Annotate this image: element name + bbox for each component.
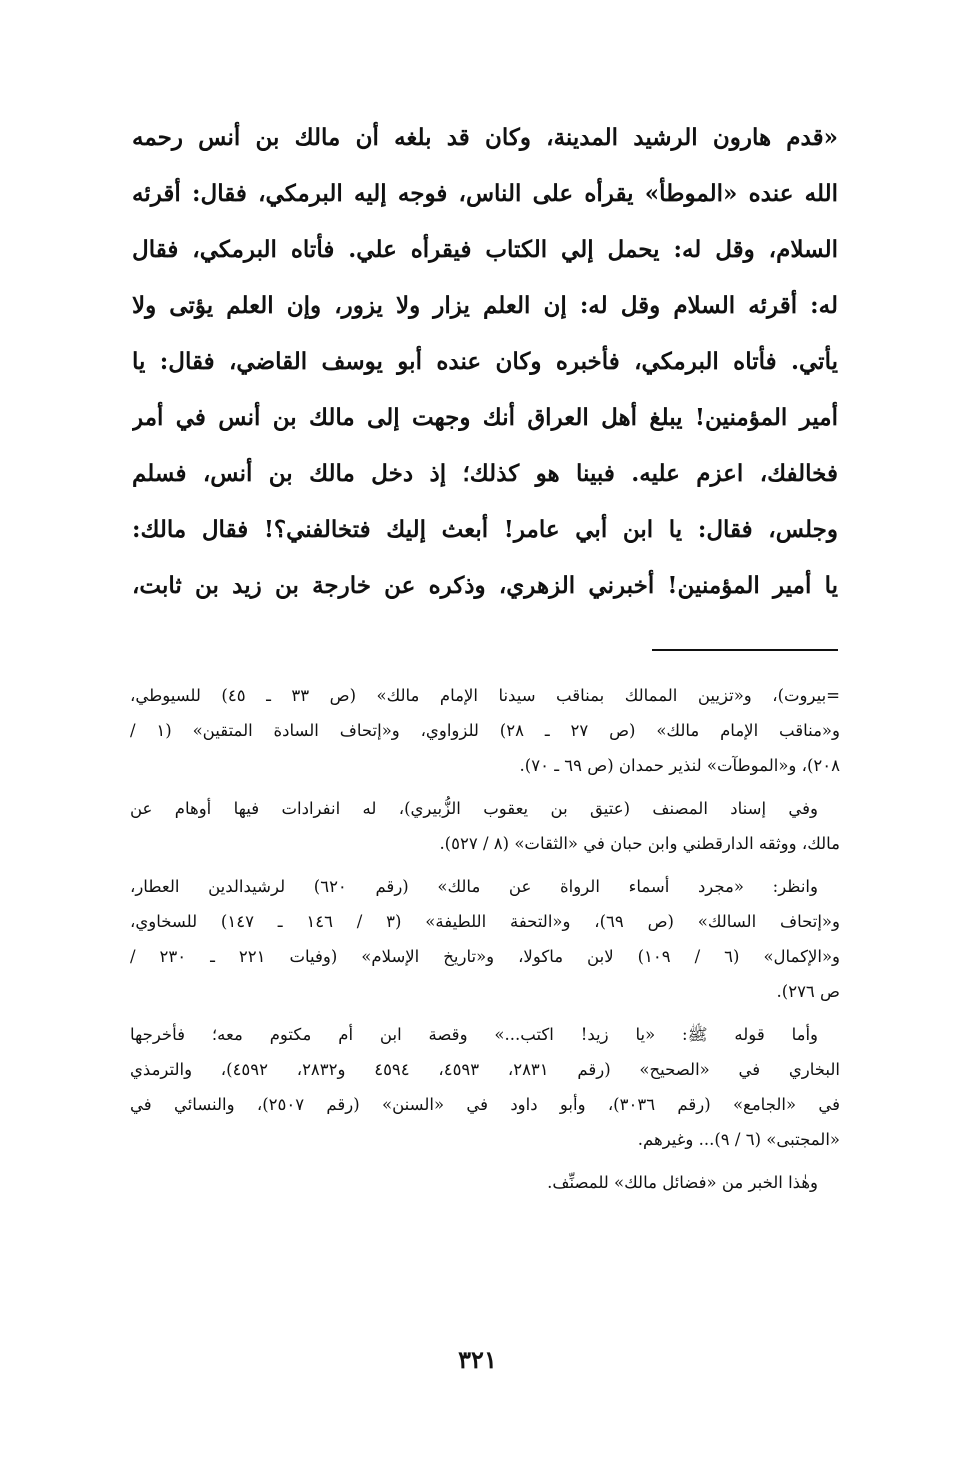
footnote-separator bbox=[652, 649, 838, 651]
footnote-line: و«الإكمال» (٦ / ١٠٩) لابن ماكولا، و«تاريخ الإسلام» (وفيات ٢٢١ ـ ٢٣٠ / bbox=[130, 947, 840, 966]
main-text-line: وجلس، فقال: يا ابن أبي عامر! أبعث إليك فتخالفني؟! فقال مالك: bbox=[132, 516, 838, 543]
footnote-line: و«إتحاف السالك» (ص ٦٩)، و«التحفة اللطيفة» (٣ / ١٤٦ ـ ١٤٧) للسخاوي، bbox=[130, 912, 840, 931]
footnote-line: =بيروت)، و«تزيين الممالك بمناقب سيدنا الإمام مالك» (ص ٣٣ ـ ٤٥) للسيوطي، bbox=[130, 686, 840, 705]
page-number: ٣٢١ bbox=[458, 1345, 497, 1374]
footnote-paragraph bbox=[130, 869, 840, 1009]
footnote-line: البخاري في «الصحيح» (رقم ٢٨٣١، ٤٥٩٣، ٤٥٩٤ و٢٨٣٢، ٤٥٩٢)، والترمذي bbox=[130, 1060, 840, 1079]
main-text-line: أمير المؤمنين! يبلغ أهل العراق أنك وجهت إلى مالك بن أنس في أمر bbox=[132, 404, 838, 431]
footnote-line: وفي إسناد المصنف (عتيق بن يعقوب الزُّبيري)، له انفرادات فيها أوهام عن bbox=[130, 799, 818, 818]
main-text-line: «قدم هارون الرشيد المدينة، وكان قد بلغه أن مالك بن أنس رحمه bbox=[132, 124, 838, 151]
footnote-line: وأما قوله ﷺ: «يا زيد! اكتب...» وقصة ابن أم مكتوم معه؛ فأخرجها bbox=[130, 1025, 818, 1044]
footnote-line: و«مناقب الإمام مالك» (ص ٢٧ ـ ٢٨) للزواوي، و«إتحاف السادة المتقين» (١ / bbox=[130, 721, 840, 740]
main-text-line: يأتي. فأتاه البرمكي، فأخبره وكان عنده أبو يوسف القاضي، فقال: يا bbox=[132, 348, 838, 375]
footnote-line: «المجتبى» (٦ / ٩)... وغيرهم. bbox=[637, 1130, 840, 1149]
main-text-line: السلام، وقل له: يحمل إلي الكتاب فيقرأه علي. فأتاه البرمكي، فقال bbox=[132, 236, 838, 263]
footnotes bbox=[130, 678, 840, 1208]
footnote-paragraph bbox=[130, 1165, 840, 1200]
main-text-line: يا أمير المؤمنين! أخبرني الزهري، وذكره عن خارجة بن زيد بن ثابت، bbox=[132, 572, 838, 599]
main-text-line: له: أقرئه السلام وقل له: إن العلم يزار ولا يزور، وإن العلم يؤتى ولا bbox=[132, 292, 838, 319]
footnote-line: في «الجامع» (رقم ٣٠٣٦)، وأبو داود في «السنن» (رقم ٢٥٠٧)، والنسائي في bbox=[130, 1095, 840, 1114]
footnote-paragraph bbox=[130, 1017, 840, 1157]
footnote-line: مالك، ووثقه الدارقطني وابن حبان في «الثقات» (٨ / ٥٢٧). bbox=[439, 834, 840, 853]
main-text-line: الله عنده «الموطأ» يقرأه على الناس، فوجه إليه البرمكي، فقال: أقرئه bbox=[132, 180, 838, 207]
main-text bbox=[132, 110, 838, 614]
footnote-paragraph bbox=[130, 791, 840, 861]
footnote-line: ٢٠٨)، و«الموطآت» لنذير حمدان (ص ٦٩ ـ ٧٠). bbox=[519, 756, 840, 775]
footnote-line: وانظر: «مجرد أسماء الرواة عن مالك» (رقم ٦٢٠) لرشيدالدين العطار، bbox=[130, 877, 818, 896]
main-text-line: فخالفك، اعزم عليه. فبينا هو كذلك؛ إذ دخل مالك بن أنس، فسلم bbox=[132, 460, 838, 487]
footnote-line: ص ٢٧٦). bbox=[776, 982, 840, 1001]
footnote-line: وهٰذا الخبر من «فضائل مالك» للمصنِّف. bbox=[547, 1173, 818, 1192]
footnote-paragraph bbox=[130, 678, 840, 783]
